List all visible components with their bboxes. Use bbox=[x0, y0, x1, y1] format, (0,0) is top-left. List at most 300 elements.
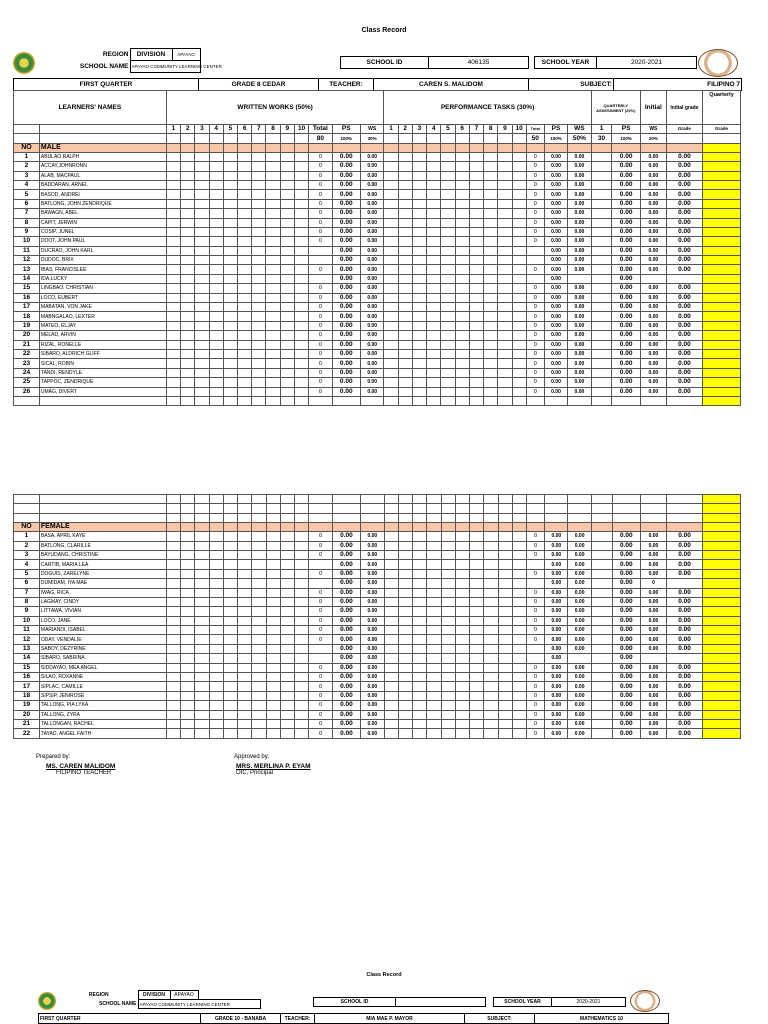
pt-ps: 0.00 bbox=[544, 331, 567, 340]
quarterly-grade bbox=[703, 588, 741, 597]
quarterly-grade bbox=[703, 218, 741, 227]
score-cell bbox=[195, 550, 209, 559]
qa-ps: 0.00 bbox=[612, 340, 641, 349]
score-cell bbox=[384, 616, 398, 625]
score-cell bbox=[280, 635, 294, 644]
blank-cell bbox=[252, 523, 266, 532]
score-cell bbox=[398, 682, 412, 691]
score-cell bbox=[238, 729, 252, 738]
quarterly-grade bbox=[703, 246, 741, 255]
score-cell bbox=[166, 171, 180, 180]
pt-ps: 0.00 bbox=[545, 673, 568, 682]
score-cell bbox=[294, 171, 308, 180]
subject-label: SUBJECT: bbox=[529, 79, 614, 91]
ww-total: 0 bbox=[309, 218, 332, 227]
pt-ws: 0.00 bbox=[568, 569, 591, 578]
score-cell bbox=[195, 293, 209, 302]
score-cell bbox=[181, 550, 195, 559]
score-cell bbox=[252, 560, 266, 569]
initial-grade: 0.00 bbox=[666, 162, 702, 171]
pt-ws: 0.00 bbox=[568, 312, 591, 321]
score-cell bbox=[181, 293, 195, 302]
quarterly-grade bbox=[703, 626, 741, 635]
score-cell bbox=[181, 171, 195, 180]
student-name: ODAY, VENDALIE bbox=[39, 635, 166, 644]
score-cell bbox=[498, 701, 512, 710]
score-cell bbox=[166, 378, 180, 387]
blank-cell bbox=[39, 125, 166, 134]
student-row bbox=[14, 691, 741, 700]
region-label: REGION bbox=[102, 51, 129, 58]
score-cell bbox=[398, 218, 412, 227]
score-cell bbox=[166, 701, 180, 710]
score-cell bbox=[166, 644, 180, 653]
blank-cell bbox=[484, 504, 498, 513]
score-cell bbox=[484, 303, 498, 312]
blank-cell bbox=[332, 523, 361, 532]
initial-grade: 0.00 bbox=[666, 626, 702, 635]
score-cell bbox=[427, 691, 441, 700]
ww-hps-ws: 30% bbox=[360, 134, 383, 143]
student-row bbox=[14, 654, 741, 663]
pt-total: 0 bbox=[527, 607, 545, 616]
score-cell bbox=[223, 162, 237, 171]
score-cell bbox=[166, 616, 180, 625]
score-cell bbox=[209, 532, 223, 541]
hps-cell bbox=[266, 134, 280, 143]
score-cell bbox=[441, 719, 455, 728]
score-cell bbox=[209, 340, 223, 349]
score-cell bbox=[398, 274, 412, 283]
score-cell bbox=[512, 180, 526, 189]
score-cell bbox=[512, 378, 526, 387]
student-name: UMAG, DIVERT bbox=[39, 387, 166, 396]
student-no: 7 bbox=[14, 588, 40, 597]
qa-ps: 0.00 bbox=[612, 673, 641, 682]
score-cell bbox=[427, 237, 441, 246]
student-name: SICAL, ROBIN bbox=[39, 359, 166, 368]
score-cell bbox=[427, 256, 441, 265]
score-cell bbox=[280, 541, 294, 550]
student-name: LOCO, JANE bbox=[39, 616, 166, 625]
blank-cell bbox=[703, 495, 741, 504]
score-cell bbox=[427, 569, 441, 578]
score-cell bbox=[266, 710, 280, 719]
pt-ws: 0.00 bbox=[568, 331, 591, 340]
score-cell bbox=[294, 246, 308, 255]
blank-cell bbox=[441, 396, 455, 405]
ww-ws: 0.00 bbox=[360, 284, 383, 293]
teacher-label: TEACHER: bbox=[319, 79, 374, 91]
ww-col-3: 3 bbox=[195, 125, 209, 134]
score-cell bbox=[266, 190, 280, 199]
score-cell bbox=[455, 359, 469, 368]
score-cell bbox=[469, 293, 483, 302]
score-cell bbox=[498, 378, 512, 387]
score-cell bbox=[412, 368, 426, 377]
student-name: IBAS, FRANCISLEE bbox=[39, 265, 166, 274]
score-cell bbox=[412, 180, 426, 189]
score-cell bbox=[295, 607, 309, 616]
page2-school-logo-icon bbox=[630, 990, 660, 1012]
qa-score bbox=[591, 654, 612, 663]
score-cell bbox=[469, 378, 483, 387]
score-cell bbox=[223, 312, 237, 321]
section-label: FEMALE bbox=[39, 523, 166, 532]
quarterly-grade bbox=[703, 284, 741, 293]
score-cell bbox=[181, 237, 195, 246]
score-cell bbox=[209, 199, 223, 208]
score-cell bbox=[195, 331, 209, 340]
blank-cell bbox=[280, 504, 294, 513]
score-cell bbox=[413, 644, 427, 653]
score-cell bbox=[266, 597, 280, 606]
initial-grade: 0.00 bbox=[666, 312, 702, 321]
score-cell bbox=[484, 701, 498, 710]
approved-label: Approved by: bbox=[234, 754, 270, 760]
score-cell bbox=[441, 710, 455, 719]
qa-ws-header: WS bbox=[640, 125, 666, 134]
score-cell bbox=[195, 190, 209, 199]
hps-cell bbox=[469, 134, 483, 143]
pt-ps: 0.00 bbox=[544, 265, 567, 274]
score-cell bbox=[166, 218, 180, 227]
score-cell bbox=[223, 719, 237, 728]
blank-cell bbox=[612, 495, 641, 504]
score-cell bbox=[441, 560, 455, 569]
ww-total: 0 bbox=[309, 569, 332, 578]
hps-cell bbox=[238, 134, 252, 143]
blank-cell bbox=[223, 495, 237, 504]
score-cell bbox=[223, 303, 237, 312]
score-cell bbox=[469, 152, 483, 161]
score-cell bbox=[223, 265, 237, 274]
blank-cell bbox=[266, 504, 280, 513]
qa-ps: 0.00 bbox=[612, 180, 641, 189]
score-cell bbox=[181, 162, 195, 171]
score-cell bbox=[441, 152, 455, 161]
pt-total: 0 bbox=[527, 635, 545, 644]
qa-ws: 0.00 bbox=[640, 190, 666, 199]
ww-ws: 0.00 bbox=[361, 710, 384, 719]
student-no: 20 bbox=[14, 331, 40, 340]
qa-score bbox=[591, 256, 612, 265]
qa-ws: 0.00 bbox=[640, 387, 666, 396]
score-cell bbox=[498, 293, 512, 302]
score-cell bbox=[280, 701, 294, 710]
quarterly-grade bbox=[703, 569, 741, 578]
ww-ps: 0.00 bbox=[332, 190, 360, 199]
quarterly-grade bbox=[703, 265, 741, 274]
pt-total: 0 bbox=[527, 691, 545, 700]
score-cell bbox=[223, 331, 237, 340]
student-row bbox=[14, 719, 741, 728]
student-row bbox=[14, 663, 741, 672]
pt-ps: 0.00 bbox=[545, 560, 568, 569]
pt-total: 0 bbox=[526, 218, 544, 227]
student-row bbox=[14, 710, 741, 719]
score-cell bbox=[280, 532, 294, 541]
score-cell bbox=[223, 359, 237, 368]
pt-total: 0 bbox=[527, 673, 545, 682]
score-cell bbox=[427, 597, 441, 606]
student-name: MABATAN, VON JAKE bbox=[39, 303, 166, 312]
score-cell bbox=[181, 312, 195, 321]
qa-ws bbox=[640, 274, 666, 283]
score-cell bbox=[441, 227, 455, 236]
score-cell bbox=[413, 541, 427, 550]
student-no: 15 bbox=[14, 284, 40, 293]
score-cell bbox=[512, 560, 526, 569]
pt-ws: 0.00 bbox=[568, 673, 591, 682]
blank-cell bbox=[166, 143, 180, 152]
score-cell bbox=[469, 284, 483, 293]
blank-cell bbox=[666, 504, 702, 513]
score-cell bbox=[181, 256, 195, 265]
qa-ws: 0.00 bbox=[640, 162, 666, 171]
blank-cell bbox=[398, 143, 412, 152]
score-cell bbox=[209, 227, 223, 236]
ww-total: 0 bbox=[309, 180, 332, 189]
blank-cell bbox=[14, 495, 40, 504]
score-cell bbox=[181, 691, 195, 700]
blank-cell bbox=[666, 134, 702, 143]
quarterly-grade bbox=[703, 303, 741, 312]
score-cell bbox=[441, 237, 455, 246]
score-cell bbox=[455, 340, 469, 349]
score-cell bbox=[398, 616, 412, 625]
quarterly-grade bbox=[703, 171, 741, 180]
score-cell bbox=[484, 284, 498, 293]
score-cell bbox=[223, 209, 237, 218]
qa-ps: 0.00 bbox=[612, 199, 641, 208]
score-cell bbox=[384, 569, 398, 578]
score-cell bbox=[441, 190, 455, 199]
blank-cell bbox=[427, 396, 441, 405]
blank-cell bbox=[612, 143, 641, 152]
blank-cell bbox=[455, 523, 469, 532]
quarterly-grade bbox=[703, 199, 741, 208]
blank-cell bbox=[252, 495, 266, 504]
pt-ws: 0.00 bbox=[568, 368, 591, 377]
quarterly-grade bbox=[703, 368, 741, 377]
blank-cell bbox=[568, 523, 591, 532]
student-no: 14 bbox=[14, 654, 40, 663]
score-cell bbox=[427, 303, 441, 312]
score-cell bbox=[295, 579, 309, 588]
ww-total: 0 bbox=[309, 368, 332, 377]
ww-ps: 0.00 bbox=[332, 691, 361, 700]
score-cell bbox=[166, 607, 180, 616]
score-cell bbox=[266, 340, 280, 349]
score-cell bbox=[238, 209, 252, 218]
ww-ws: 0.00 bbox=[360, 218, 383, 227]
ww-ps: 0.00 bbox=[332, 682, 361, 691]
student-row bbox=[14, 321, 741, 330]
ww-ws: 0.00 bbox=[361, 579, 384, 588]
student-row bbox=[14, 209, 741, 218]
initial-grade: 0.00 bbox=[666, 265, 702, 274]
initial-grade: 0.00 bbox=[666, 532, 702, 541]
qa-score bbox=[591, 691, 612, 700]
qa-ws: 0.00 bbox=[641, 729, 667, 738]
score-cell bbox=[441, 274, 455, 283]
score-cell bbox=[209, 663, 223, 672]
score-cell bbox=[455, 550, 469, 559]
score-cell bbox=[455, 293, 469, 302]
qa-hps: 30 bbox=[591, 134, 612, 143]
score-cell bbox=[384, 190, 398, 199]
score-cell bbox=[498, 256, 512, 265]
score-cell bbox=[412, 256, 426, 265]
score-cell bbox=[498, 180, 512, 189]
score-cell bbox=[413, 729, 427, 738]
pt-ws: 0.00 bbox=[568, 340, 591, 349]
score-cell bbox=[223, 701, 237, 710]
ww-ws: 0.00 bbox=[361, 569, 384, 578]
score-cell bbox=[412, 246, 426, 255]
quarter: FIRST QUARTER bbox=[14, 79, 199, 91]
score-cell bbox=[238, 541, 252, 550]
student-no: 15 bbox=[14, 663, 40, 672]
score-cell bbox=[295, 560, 309, 569]
ww-ps: 0.00 bbox=[332, 701, 361, 710]
initial-grade: 0.00 bbox=[666, 387, 702, 396]
score-cell bbox=[512, 256, 526, 265]
qa-ws: 0.00 bbox=[640, 246, 666, 255]
score-cell bbox=[498, 312, 512, 321]
score-cell bbox=[413, 560, 427, 569]
student-name: BASOD, ANDREI bbox=[39, 190, 166, 199]
blank-cell bbox=[427, 504, 441, 513]
pt-ps: 0.00 bbox=[544, 274, 567, 283]
score-cell bbox=[412, 312, 426, 321]
score-cell bbox=[384, 378, 398, 387]
score-cell bbox=[455, 331, 469, 340]
page2-deped-seal-icon bbox=[38, 992, 56, 1010]
ww-ps: 0.00 bbox=[332, 532, 361, 541]
pt-total: 0 bbox=[526, 349, 544, 358]
no-header: NO bbox=[14, 143, 40, 152]
quarterly-grade bbox=[703, 673, 741, 682]
quarterly-grade bbox=[703, 321, 741, 330]
student-name: CAPIT, JERWIN bbox=[39, 218, 166, 227]
qa-ps: 0.00 bbox=[612, 635, 641, 644]
blank-cell bbox=[332, 504, 361, 513]
score-cell bbox=[455, 171, 469, 180]
ww-ps: 0.00 bbox=[332, 644, 361, 653]
score-cell bbox=[295, 710, 309, 719]
qa-ws: 0.00 bbox=[640, 227, 666, 236]
score-cell bbox=[455, 682, 469, 691]
score-cell bbox=[484, 162, 498, 171]
ww-total bbox=[309, 246, 332, 255]
blank-cell bbox=[238, 523, 252, 532]
hps-cell bbox=[484, 134, 498, 143]
school-id-value: 406135 bbox=[429, 57, 529, 69]
ww-ps: 0.00 bbox=[332, 303, 360, 312]
score-cell bbox=[238, 597, 252, 606]
student-no: 14 bbox=[14, 274, 40, 283]
score-cell bbox=[441, 588, 455, 597]
qa-ps: 0.00 bbox=[612, 190, 641, 199]
pt-col-9: 9 bbox=[498, 125, 512, 134]
ww-ws: 0.00 bbox=[361, 550, 384, 559]
score-cell bbox=[295, 729, 309, 738]
score-cell bbox=[441, 597, 455, 606]
pt-ws: 0.00 bbox=[568, 218, 591, 227]
qa-ws: 0.00 bbox=[641, 644, 667, 653]
score-cell bbox=[166, 368, 180, 377]
score-cell bbox=[209, 152, 223, 161]
score-cell bbox=[166, 227, 180, 236]
blank-cell bbox=[612, 504, 641, 513]
score-cell bbox=[209, 171, 223, 180]
score-cell bbox=[238, 256, 252, 265]
qa-ps: 0.00 bbox=[612, 710, 641, 719]
score-cell bbox=[455, 541, 469, 550]
score-cell bbox=[280, 616, 294, 625]
qa-ws: 0.00 bbox=[641, 616, 667, 625]
student-no: 3 bbox=[14, 171, 40, 180]
score-cell bbox=[181, 340, 195, 349]
initial-grade: 0.00 bbox=[666, 190, 702, 199]
student-no: 18 bbox=[14, 312, 40, 321]
score-cell bbox=[398, 303, 412, 312]
student-no: 10 bbox=[14, 237, 40, 246]
student-no: 23 bbox=[14, 359, 40, 368]
score-cell bbox=[195, 303, 209, 312]
pt-ps: 0.00 bbox=[545, 710, 568, 719]
score-cell bbox=[441, 162, 455, 171]
qa-ws: 0.00 bbox=[641, 635, 667, 644]
pt-ps: 0.00 bbox=[545, 654, 568, 663]
score-cell bbox=[427, 588, 441, 597]
score-cell bbox=[181, 359, 195, 368]
score-cell bbox=[181, 644, 195, 653]
student-no: 11 bbox=[14, 626, 40, 635]
score-cell bbox=[223, 340, 237, 349]
blank-cell bbox=[166, 523, 180, 532]
score-cell bbox=[223, 368, 237, 377]
score-cell bbox=[455, 569, 469, 578]
ww-ws: 0.00 bbox=[360, 162, 383, 171]
blank-cell bbox=[280, 523, 294, 532]
score-cell bbox=[280, 340, 294, 349]
score-cell bbox=[294, 359, 308, 368]
score-cell bbox=[166, 710, 180, 719]
pt-ws bbox=[568, 654, 591, 663]
score-cell bbox=[512, 644, 526, 653]
score-cell bbox=[280, 729, 294, 738]
score-cell bbox=[181, 569, 195, 578]
student-row bbox=[14, 246, 741, 255]
score-cell bbox=[441, 349, 455, 358]
pt-total: 0 bbox=[526, 293, 544, 302]
ww-ws: 0.00 bbox=[360, 359, 383, 368]
ww-col-5: 5 bbox=[223, 125, 237, 134]
score-cell bbox=[413, 701, 427, 710]
score-cell bbox=[252, 218, 266, 227]
score-cell bbox=[280, 579, 294, 588]
score-cell bbox=[484, 218, 498, 227]
score-cell bbox=[223, 218, 237, 227]
ww-total: 0 bbox=[309, 701, 332, 710]
student-row bbox=[14, 256, 741, 265]
score-cell bbox=[484, 387, 498, 396]
ww-ps: 0.00 bbox=[332, 635, 361, 644]
initial-grade: 0.00 bbox=[666, 349, 702, 358]
